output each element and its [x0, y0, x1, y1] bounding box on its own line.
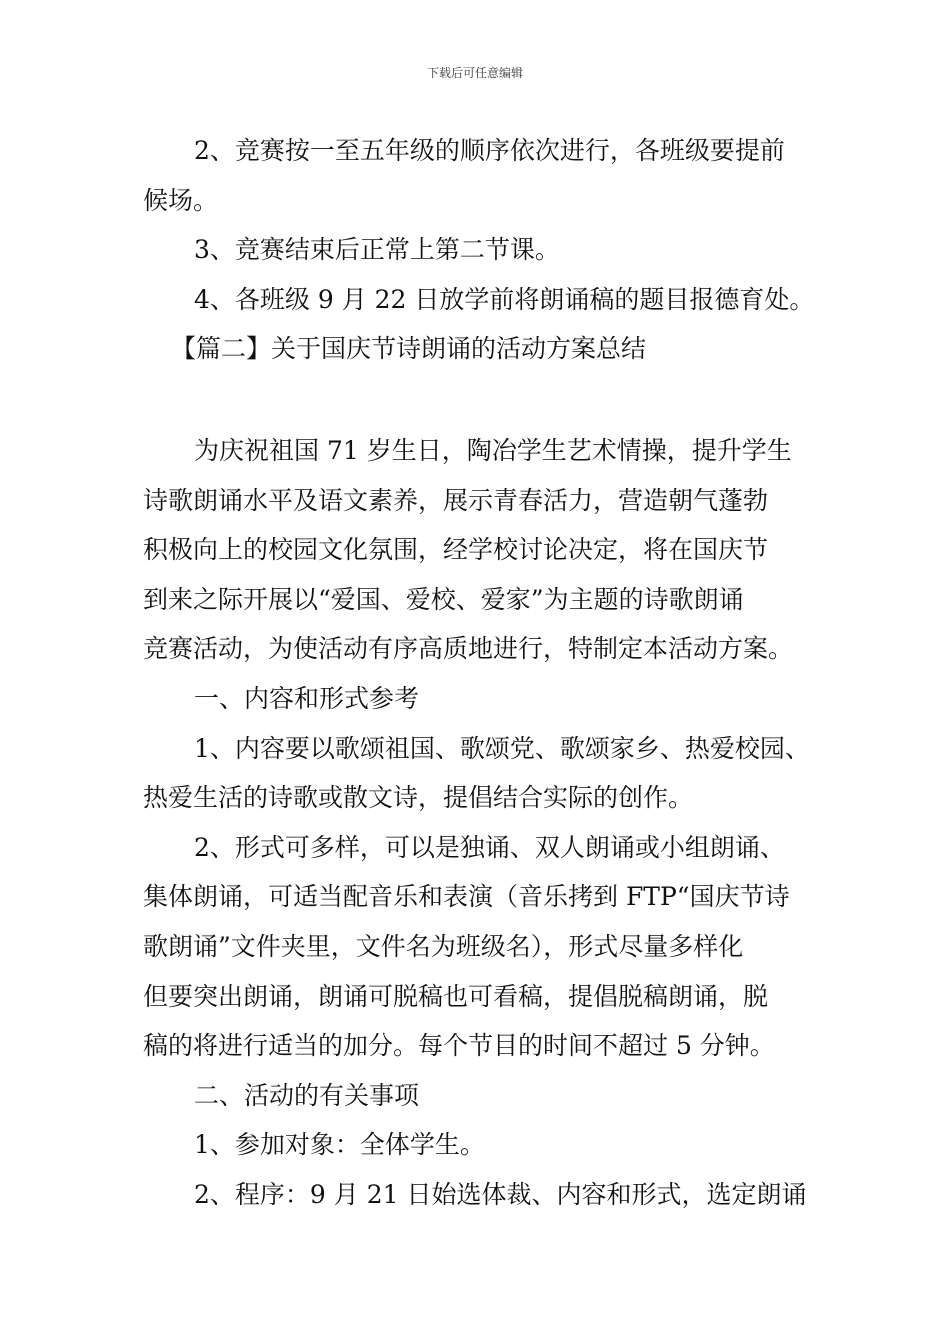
- paragraph-line: 2、竞赛按一至五年级的顺序依次进行，各班级要提前: [194, 136, 785, 165]
- paragraph-line: 1、参加对象：全体学生。: [194, 1130, 485, 1160]
- paragraph-line: 2、程序：9 月 21 日始选体裁、内容和形式，选定朗诵: [194, 1179, 807, 1209]
- paragraph-line: 候场。: [143, 185, 219, 215]
- paragraph-line: 到来之际开展以“爱国、爱校、爱家”为主题的诗歌朗诵: [143, 584, 744, 614]
- paragraph-line: 4、各班级 9 月 22 日放学前将朗诵稿的题目报德育处。: [194, 284, 815, 314]
- paragraph-line: 竞赛活动，为使活动有序高质地进行，特制定本活动方案。: [143, 634, 794, 664]
- subheading: 一、内容和形式参考: [194, 683, 420, 713]
- paragraph-line: 集体朗诵，可适当配音乐和表演（音乐拷到 FTP“国庆节诗: [143, 882, 790, 912]
- paragraph-line: 1、内容要以歌颂祖国、歌颂党、歌颂家乡、热爱校园、: [194, 733, 810, 763]
- page-header: 下载后可任意编辑: [426, 66, 523, 80]
- subheading: 二、活动的有关事项: [194, 1080, 420, 1110]
- paragraph-line: 积极向上的校园文化氛围，经学校讨论决定，将在国庆节: [143, 535, 769, 565]
- section-title: 【篇二】关于国庆节诗朗诵的活动方案总结: [171, 334, 647, 364]
- paragraph-line: 2、形式可多样，可以是独诵、双人朗诵或小组朗诵、: [194, 832, 785, 862]
- paragraph-line: 为庆祝祖国 71 岁生日，陶冶学生艺术情操，提升学生: [194, 435, 792, 465]
- paragraph-line: 歌朗诵”文件夹里，文件名为班级名），形式尽量多样化: [143, 931, 744, 961]
- paragraph-line: 热爱生活的诗歌或散文诗，提倡结合实际的创作。: [143, 783, 694, 813]
- paragraph-line: 稿的将进行适当的加分。每个节目的时间不超过 5 分钟。: [143, 1031, 775, 1061]
- paragraph-line: 诗歌朗诵水平及语文素养，展示青春活力，营造朝气蓬勃: [143, 485, 769, 515]
- paragraph-line: 但要突出朗诵，朗诵可脱稿也可看稿，提倡脱稿朗诵，脱: [143, 981, 769, 1011]
- paragraph-line: 3、竞赛结束后正常上第二节课。: [194, 235, 560, 265]
- blank-gap: [143, 374, 823, 426]
- document-body: [143, 126, 823, 1219]
